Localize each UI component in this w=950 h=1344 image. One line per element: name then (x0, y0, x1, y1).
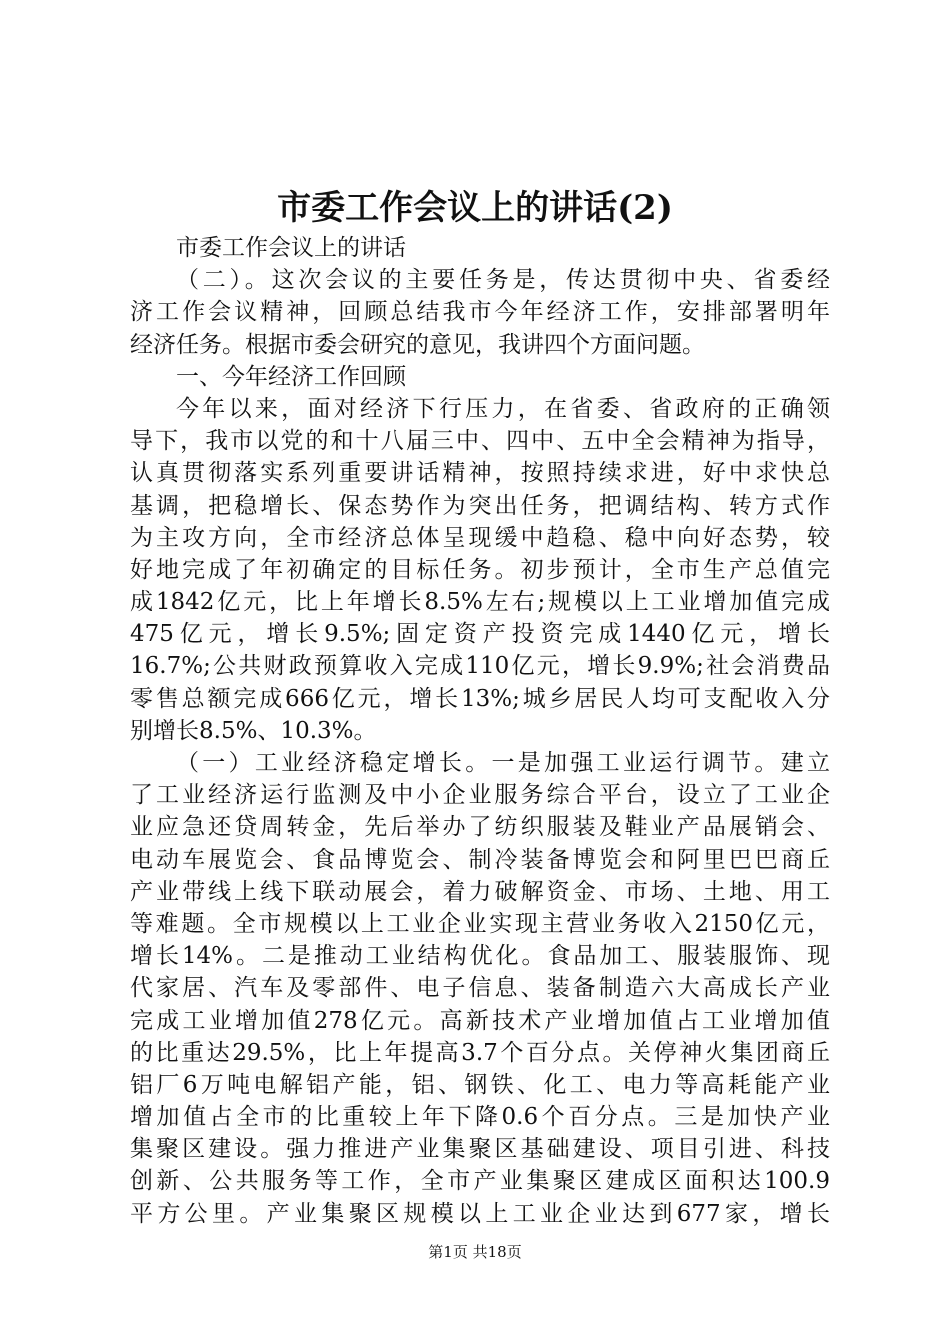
text-line: 铝厂6万吨电解铝产能，铝、钢铁、化工、电力等高耗能产业 (130, 1071, 830, 1098)
text-line: 基调，把稳增长、保态势作为突出任务，把调结构、转方式作 (130, 492, 830, 519)
text-line: 集聚区建设。强力推进产业集聚区基础建设、项目引进、科技 (130, 1136, 830, 1163)
document-body (130, 232, 830, 1230)
text-line: 零售总额完成666亿元，增长13%;城乡居民人均可支配收入分 (130, 685, 830, 712)
text-line: 475亿元，增长9.5%;固定资产投资完成1440亿元，增长 (130, 621, 830, 648)
text-line: 等难题。全市规模以上工业企业实现主营业务收入2150亿元， (130, 910, 830, 937)
text-line: 增加值占全市的比重较上年下降0.6个百分点。三是加快产业 (130, 1104, 830, 1131)
text-line: 认真贯彻落实系列重要讲话精神，按照持续求进，好中求快总 (130, 460, 830, 487)
text-line: 一、今年经济工作回顾 (176, 363, 406, 390)
text-line: 经济任务。根据市委会研究的意见，我讲四个方面问题。 (130, 331, 705, 358)
text-line: 成1842亿元，比上年增长8.5%左右;规模以上工业增加值完成 (130, 589, 830, 616)
text-line: 产业带线上线下联动展会，着力破解资金、市场、土地、用工 (130, 878, 830, 905)
text-line: 增长14%。二是推动工业结构优化。食品加工、服装服饰、现 (130, 943, 830, 970)
page-title: 市委工作会议上的讲话(2) (277, 188, 673, 228)
text-line: 济工作会议精神，回顾总结我市今年经济工作，安排部署明年 (130, 299, 830, 326)
text-line: 为主攻方向，全市经济总体呈现缓中趋稳、稳中向好态势，较 (130, 524, 830, 551)
text-line: 了工业经济运行监测及中小企业服务综合平台，设立了工业企 (130, 782, 830, 809)
text-line: 完成工业增加值278亿元。高新技术产业增加值占工业增加值 (130, 1007, 830, 1034)
text-line: 市委工作会议上的讲话 (176, 235, 406, 261)
text-line: 业应急还贷周转金，先后举办了纺织服装及鞋业产品展销会、 (130, 814, 830, 841)
page-footer: 第1页 共18页 (428, 1243, 522, 1261)
text-line: 好地完成了年初确定的目标任务。初步预计，全市生产总值完 (130, 556, 830, 583)
text-line: 16.7%;公共财政预算收入完成110亿元，增长9.9%;社会消费品 (130, 653, 830, 680)
text-line: 代家居、汽车及零部件、电子信息、装备制造六大高成长产业 (130, 975, 830, 1002)
text-line: 导下，我市以党的和十八届三中、四中、五中全会精神为指导， (130, 428, 830, 455)
text-line: 别增长8.5%、10.3%。 (130, 717, 377, 744)
text-line: （一）工业经济稳定增长。一是加强工业运行调节。建立 (176, 750, 830, 776)
text-line: （二）。这次会议的主要任务是，传达贯彻中央、省委经 (176, 267, 830, 294)
text-line: 电动车展览会、食品博览会、制冷装备博览会和阿里巴巴商丘 (130, 846, 830, 873)
text-line: 平方公里。产业集聚区规模以上工业企业达到677家，增长 (130, 1200, 830, 1227)
text-line: 今年以来，面对经济下行压力，在省委、省政府的正确领 (176, 395, 830, 422)
text-line: 创新、公共服务等工作，全市产业集聚区建成区面积达100.9 (130, 1168, 830, 1195)
text-line: 的比重达29.5%，比上年提高3.7个百分点。关停神火集团商丘 (130, 1039, 830, 1066)
